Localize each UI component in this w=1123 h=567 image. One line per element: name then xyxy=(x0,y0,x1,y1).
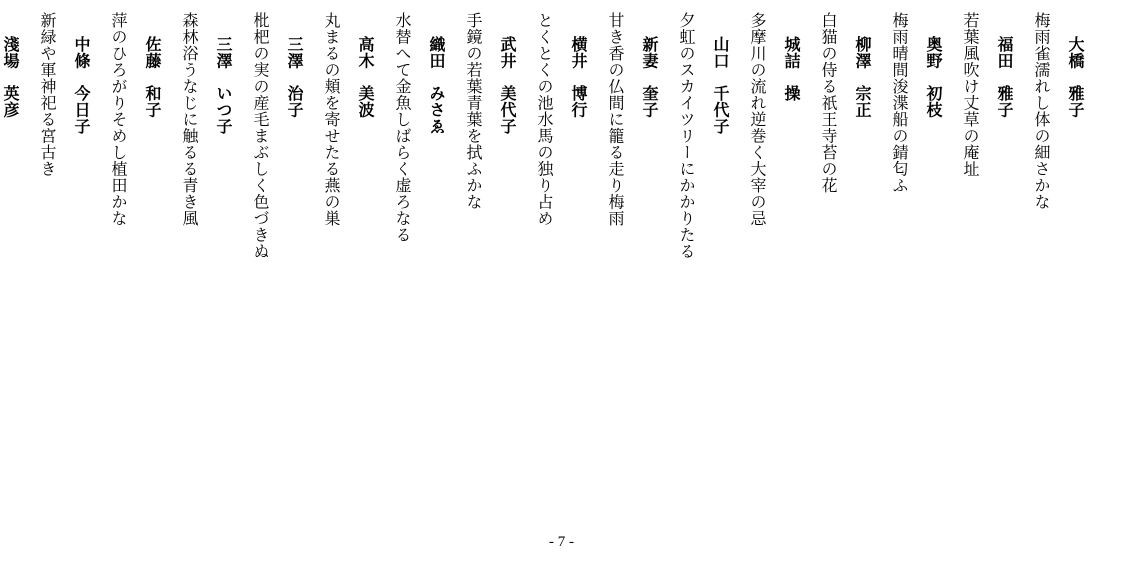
haiku-entry xyxy=(818,12,872,194)
haiku-author xyxy=(1065,12,1085,118)
author-surname: 新妻 xyxy=(640,36,659,69)
haiku-entry xyxy=(960,12,1014,177)
author-given-name: みさゑ xyxy=(427,85,446,135)
author-given-name: 初枝 xyxy=(924,85,943,118)
author-surname: 城詰 xyxy=(782,36,801,69)
author-surname: 福田 xyxy=(995,36,1014,69)
haiku-author xyxy=(0,12,20,118)
haiku-author xyxy=(71,12,91,135)
haiku-verse: 萍のひろがりそめし植田かな xyxy=(109,12,128,227)
author-given-name: 雅子 xyxy=(995,85,1014,118)
haiku-entry xyxy=(676,12,730,260)
author-given-name: 博行 xyxy=(569,85,588,118)
author-surname: 中條 xyxy=(72,36,91,69)
haiku-verse: 夕虹のスカイツリーにかかりたる xyxy=(677,12,696,260)
haiku-verse: 枇杷の実の産毛まぶしく色づきぬ xyxy=(251,12,270,260)
haiku-verse: 梅雨雀濡れし体の細さかな xyxy=(1032,12,1051,210)
haiku-verse: 手鏡の若葉青葉を拭ふかな xyxy=(464,12,483,210)
haiku-entry xyxy=(179,12,233,227)
haiku-author xyxy=(355,12,375,118)
haiku-entry xyxy=(747,12,801,227)
author-given-name: 操 xyxy=(782,85,801,102)
haiku-columns xyxy=(0,12,1085,292)
author-surname: 三澤 xyxy=(214,36,233,69)
author-given-name: 美波 xyxy=(356,85,375,118)
author-given-name: 和子 xyxy=(143,85,162,118)
author-surname: 山口 xyxy=(711,36,730,69)
haiku-verse: 多摩川の流れ逆巻く大宰の忌 xyxy=(748,12,767,227)
haiku-entry xyxy=(250,12,304,260)
haiku-author xyxy=(710,12,730,135)
haiku-author xyxy=(781,12,801,102)
author-surname: 大橋 xyxy=(1066,36,1085,69)
haiku-verse: とくとくの池水馬の独り占め xyxy=(535,12,554,227)
haiku-verse: 甘き香の仏間に籠る走り梅雨 xyxy=(606,12,625,227)
haiku-author xyxy=(213,12,233,135)
haiku-entry xyxy=(392,12,446,243)
author-surname: 柳澤 xyxy=(853,36,872,69)
haiku-entry xyxy=(889,12,943,194)
haiku-author xyxy=(639,12,659,118)
author-given-name: 美代子 xyxy=(498,85,517,135)
haiku-entry xyxy=(37,12,91,177)
author-surname: 高木 xyxy=(356,36,375,69)
haiku-author xyxy=(142,12,162,118)
haiku-author xyxy=(923,12,943,118)
haiku-verse: 白猫の侍る祇王寺苔の花 xyxy=(819,12,838,194)
author-given-name: いつ子 xyxy=(214,85,233,135)
haiku-verse: 新緑や軍神祀る宮古き xyxy=(38,12,57,177)
author-given-name: 宗正 xyxy=(853,85,872,118)
author-given-name: 千代子 xyxy=(711,85,730,135)
author-given-name: 奎子 xyxy=(640,85,659,118)
author-surname: 横井 xyxy=(569,36,588,69)
haiku-entry xyxy=(534,12,588,227)
author-surname: 淺場 xyxy=(1,36,20,69)
author-surname: 武井 xyxy=(498,36,517,69)
author-surname: 奥野 xyxy=(924,36,943,69)
page-number: - 7 - xyxy=(549,534,574,550)
author-given-name: 今日子 xyxy=(72,85,91,135)
author-given-name: 雅子 xyxy=(1066,85,1085,118)
haiku-verse: 森林浴うなじに触るる青き風 xyxy=(180,12,199,227)
author-given-name: 英彦 xyxy=(1,85,20,118)
haiku-author xyxy=(284,12,304,118)
author-surname: 三澤 xyxy=(285,36,304,69)
haiku-author xyxy=(568,12,588,118)
haiku-entry xyxy=(463,12,517,210)
author-surname: 佐藤 xyxy=(143,36,162,69)
haiku-verse: 若葉風吹け丈草の庵址 xyxy=(961,12,980,177)
haiku-author xyxy=(994,12,1014,118)
haiku-entry xyxy=(321,12,375,227)
haiku-entry xyxy=(108,12,162,227)
author-surname: 織田 xyxy=(427,36,446,69)
haiku-author xyxy=(426,12,446,135)
haiku-author xyxy=(852,12,872,118)
haiku-entry xyxy=(1031,12,1085,210)
haiku-verse: 梅雨晴間浚渫船の錆匂ふ xyxy=(890,12,909,194)
haiku-entry xyxy=(605,12,659,227)
haiku-author xyxy=(497,12,517,135)
haiku-verse: 水替へて金魚しばらく虚ろなる xyxy=(393,12,412,243)
haiku-entry xyxy=(0,12,20,227)
author-given-name: 治子 xyxy=(285,85,304,118)
haiku-verse: 丸まるの頬を寄せたる燕の巣 xyxy=(322,12,341,227)
